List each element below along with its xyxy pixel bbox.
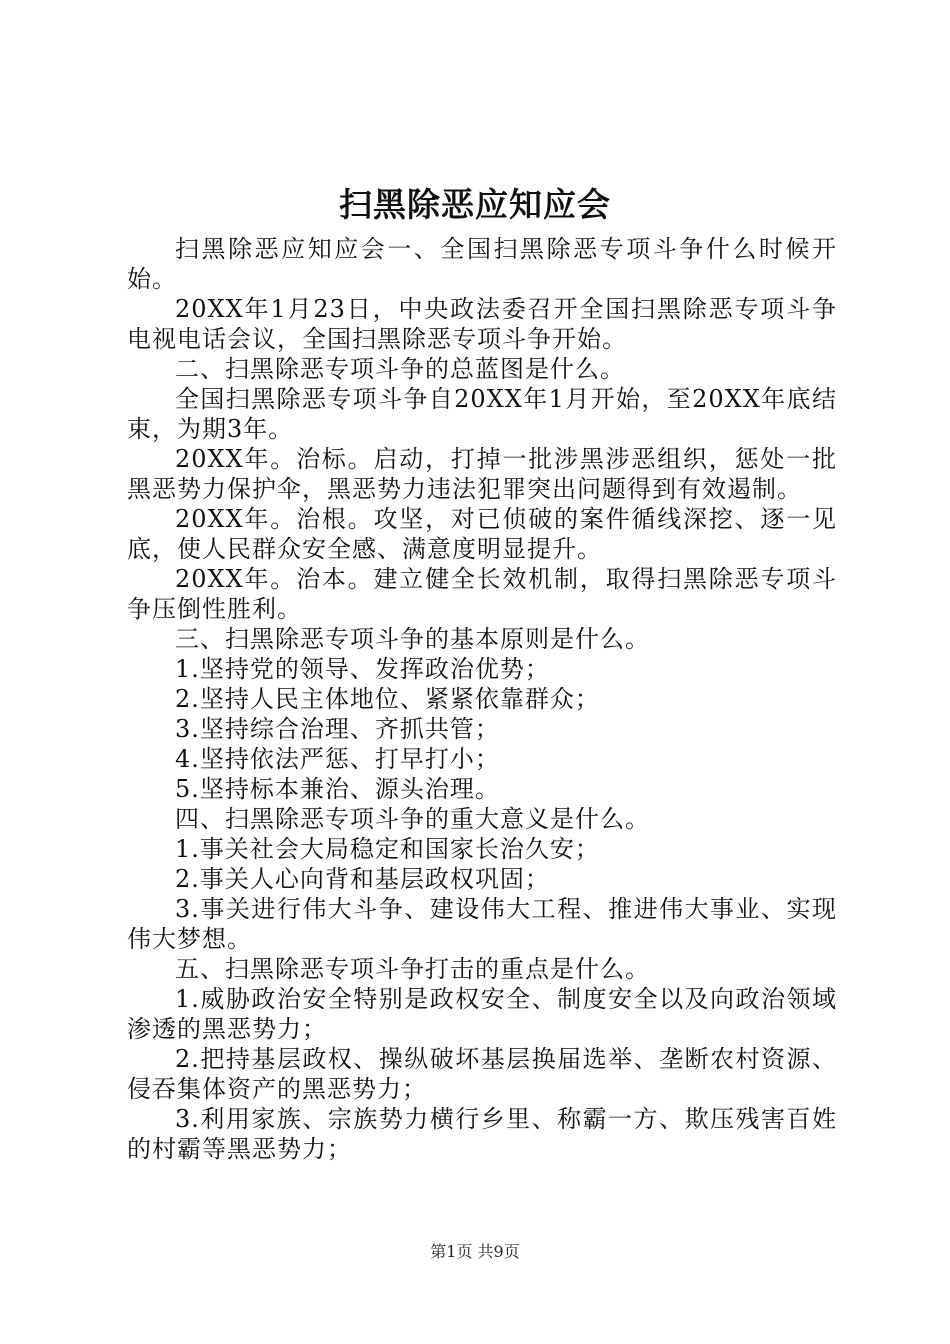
list-item: 2.把持基层政权、操纵破坏基层换届选举、垄断农村资源、侵吞集体资产的黑恶势力； [127, 1045, 837, 1103]
paragraph: 20XX年。治标。启动，打掉一批涉黑涉恶组织，惩处一批黑恶势力保护伞，黑恶势力违法犯罪突出问题得到有效遏制。 [127, 445, 837, 503]
section-heading: 二、扫黑除恶专项斗争的总蓝图是什么。 [175, 355, 625, 383]
list-item: 2.坚持人民主体地位、紧紧依靠群众； [175, 685, 600, 713]
list-item: 1.威胁政治安全特别是政权安全、制度安全以及向政治领域渗透的黑恶势力； [127, 985, 837, 1043]
paragraph: 20XX年。治本。建立健全长效机制，取得扫黑除恶专项斗争压倒性胜利。 [127, 565, 837, 623]
section-heading: 五、扫黑除恶专项斗争打击的重点是什么。 [175, 955, 650, 983]
list-item: 1.坚持党的领导、发挥政治优势； [175, 655, 550, 683]
list-item: 3.坚持综合治理、齐抓共管； [175, 715, 500, 743]
paragraph: 20XX年1月23日，中央政法委召开全国扫黑除恶专项斗争电视电话会议，全国扫黑除恶专项斗争开始。 [127, 295, 837, 353]
list-item: 3.利用家族、宗族势力横行乡里、称霸一方、欺压残害百姓的村霸等黑恶势力； [127, 1105, 837, 1163]
section-heading: 四、扫黑除恶专项斗争的重大意义是什么。 [175, 805, 650, 833]
list-item: 1.事关社会大局稳定和国家长治久安； [175, 835, 600, 863]
list-item: 5.坚持标本兼治、源头治理。 [175, 775, 500, 803]
list-item: 3.事关进行伟大斗争、建设伟大工程、推进伟大事业、实现伟大梦想。 [127, 895, 837, 953]
list-item: 2.事关人心向背和基层政权巩固； [175, 865, 550, 893]
section-heading: 三、扫黑除恶专项斗争的基本原则是什么。 [175, 625, 650, 653]
document-body [127, 234, 837, 1164]
paragraph: 20XX年。治根。攻坚，对已侦破的案件循线深挖、逐一见底，使人民群众安全感、满意度明显提升。 [127, 505, 837, 563]
paragraph: 全国扫黑除恶专项斗争自20XX年1月开始，至20XX年底结束，为期3年。 [127, 385, 837, 443]
list-item: 4.坚持依法严惩、打早打小； [175, 745, 500, 773]
page-footer: 第1页 共9页 [430, 1242, 520, 1261]
paragraph: 扫黑除恶应知应会一、全国扫黑除恶专项斗争什么时候开始。 [127, 235, 837, 293]
document-title: 扫黑除恶应知应会 [339, 185, 611, 224]
